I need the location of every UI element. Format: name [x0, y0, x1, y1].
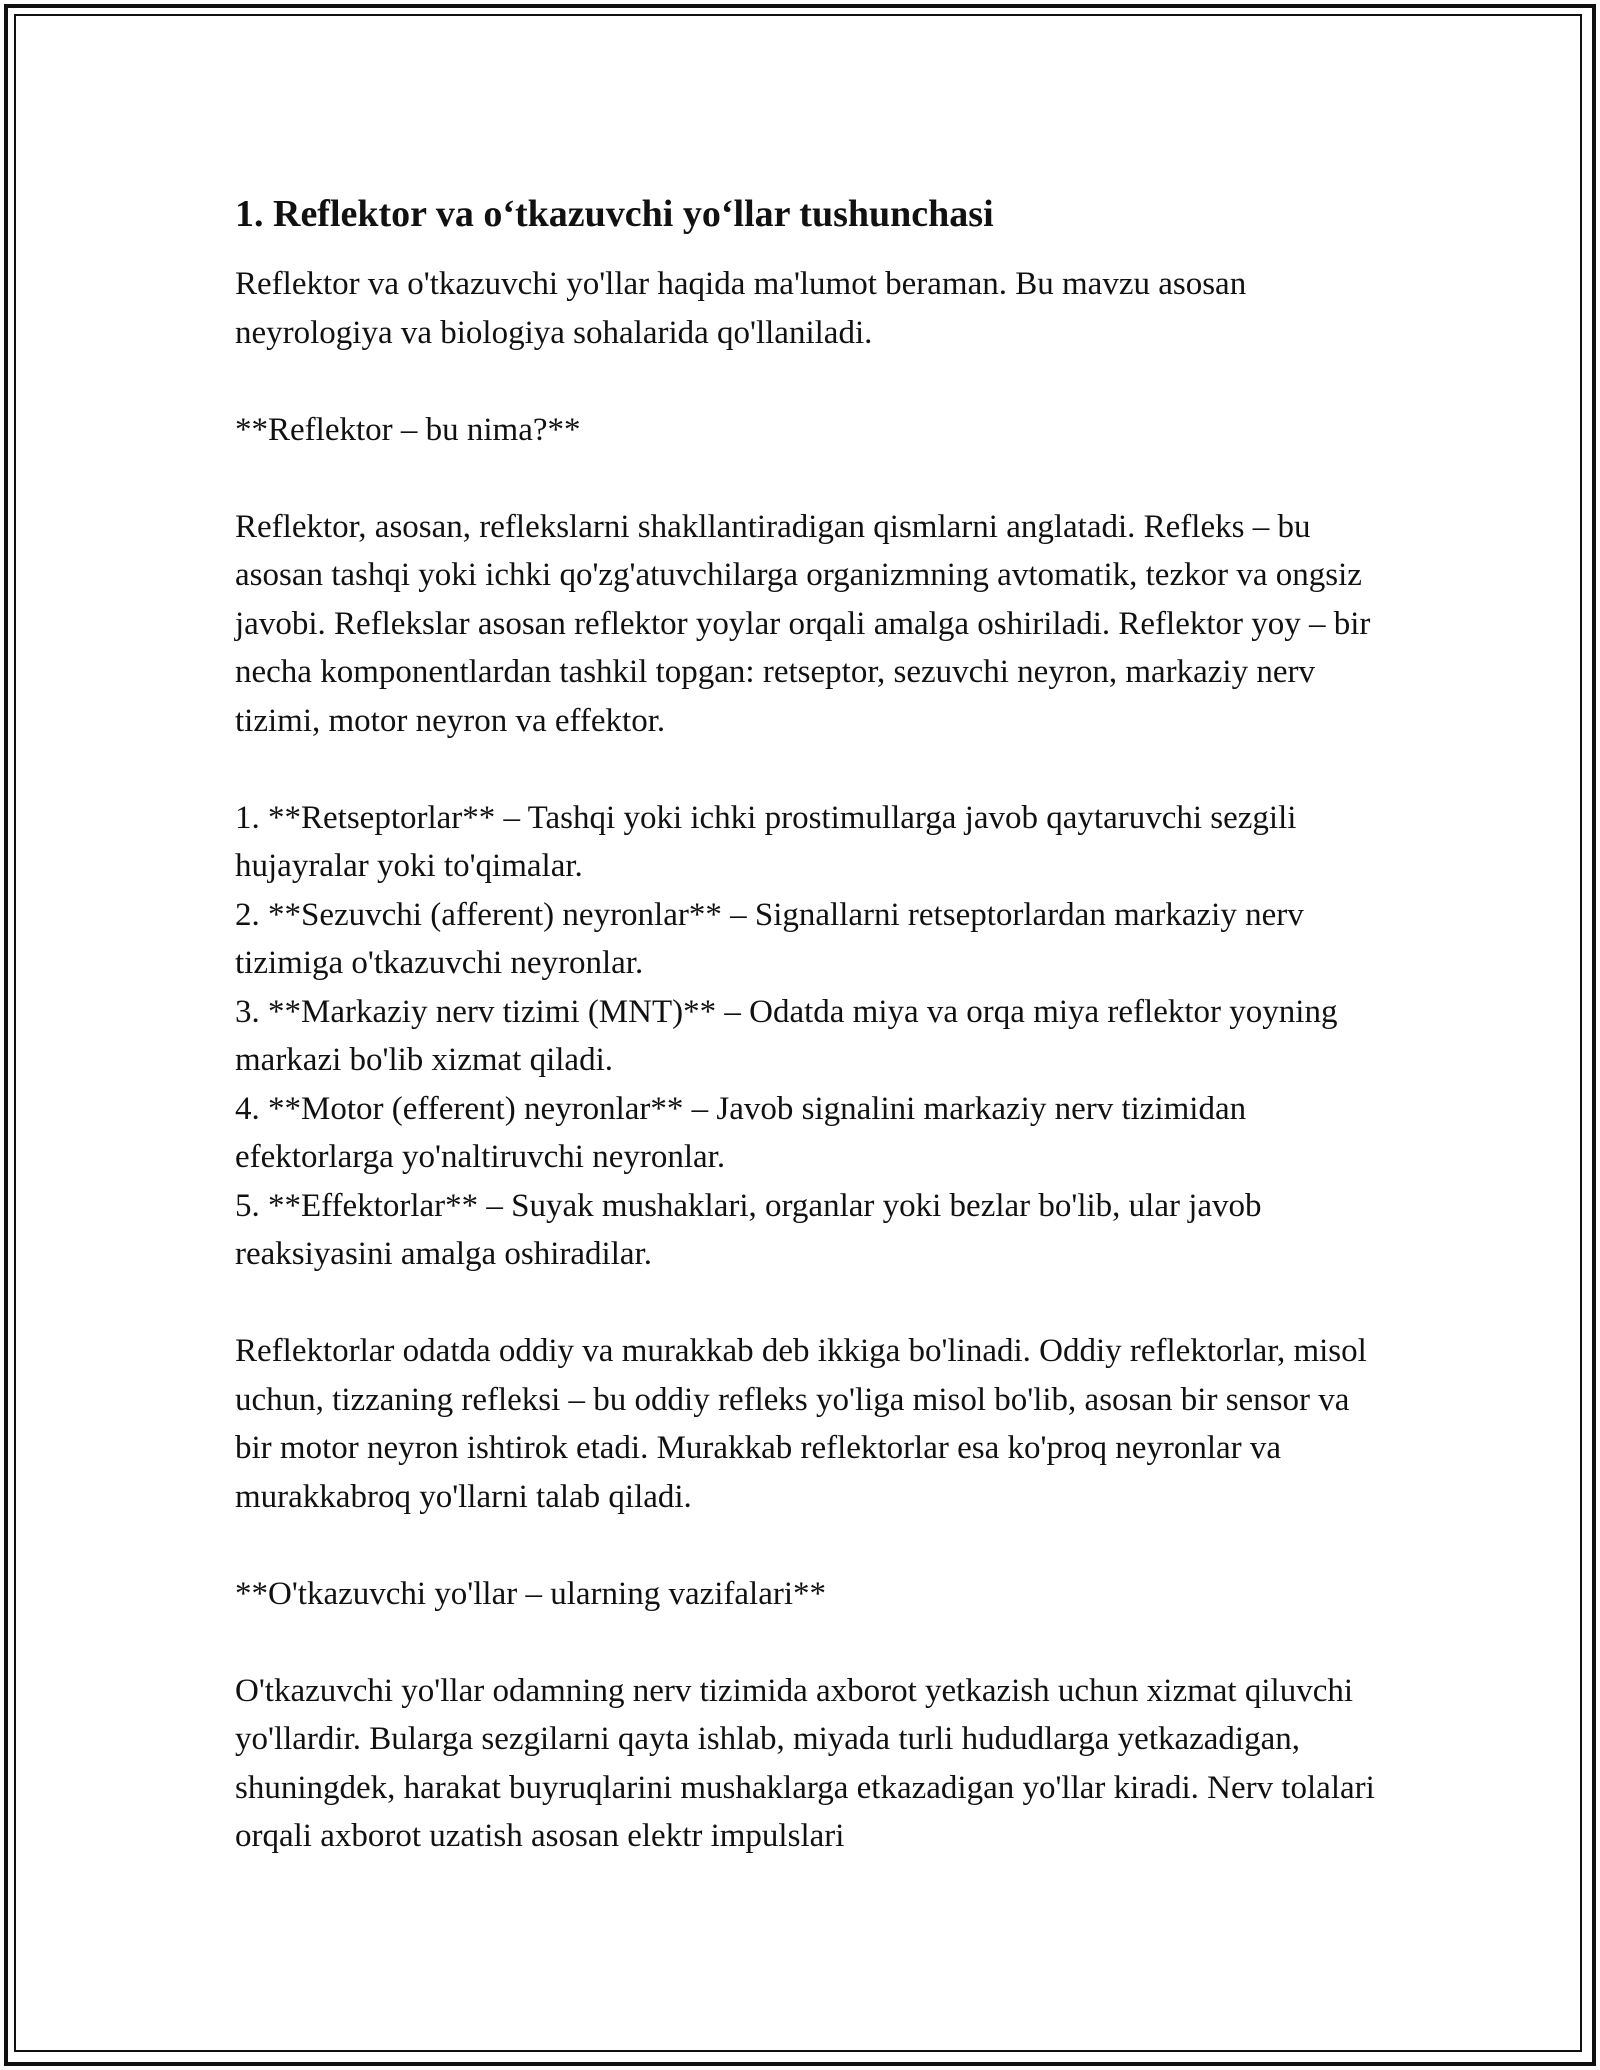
pathways-paragraph: O'tkazuvchi yo'llar odamning nerv tizimida axborot yetkazish uchun xizmat qiluvchi yo'llardir. Bularga sezgilarni qayta ishlab, miyada turli hududlarga yetkazadigan, shuningdek, harakat buyruqlarini mushaklarga etkazadigan yo'llar kiradi. Nerv tolalari orqali axborot uzatish asosan elektr impulslari — [235, 1672, 1375, 1854]
list-item: 1. **Retseptorlar** – Tashqi yoki ichki prostimullarga javob qaytaruvchi sezgili hujayralar yoki to'qimalar. — [235, 799, 1297, 884]
reflektor-heading: **Reflektor – bu nima?** — [235, 411, 581, 448]
page-title: 1. Reflektor va o‘tkazuvchi yo‘llar tushunchasi — [235, 193, 994, 235]
pathways-heading: **O'tkazuvchi yo'llar – ularning vazifalari** — [235, 1575, 827, 1612]
document-body — [235, 190, 1375, 1861]
intro-paragraph: Reflektor va o'tkazuvchi yo'llar haqida ma'lumot beraman. Bu mavzu asosan neyrologiya va biologiya sohalarida qo'llaniladi. — [235, 266, 1247, 351]
spacer — [235, 454, 1375, 503]
spacer — [235, 1279, 1375, 1328]
list-item: 4. **Motor (efferent) neyronlar** – Javob signalini markaziy nerv tizimidan efektorlarga yo'naltiruvchi neyronlar. — [235, 1090, 1247, 1175]
spacer — [235, 1618, 1375, 1667]
spacer — [235, 745, 1375, 794]
list-item: 3. **Markaziy nerv tizimi (MNT)** – Odatda miya va orqa miya reflektor yoyning markazi bo'lib xizmat qiladi. — [235, 993, 1338, 1078]
list-item: 5. **Effektorlar** – Suyak mushaklari, organlar yoki bezlar bo'lib, ular javob reaksiyasini amalga oshiradilar. — [235, 1187, 1262, 1272]
spacer — [235, 357, 1375, 406]
spacer — [235, 1521, 1375, 1570]
component-list — [235, 794, 1375, 1279]
types-paragraph: Reflektorlar odatda oddiy va murakkab deb ikkiga bo'linadi. Oddiy reflektorlar, misol uchun, tizzaning refleksi – bu oddiy refleks yo'liga misol bo'lib, asosan bir sensor va bir motor neyron ishtirok etadi. Murakkab reflektorlar esa ko'proq neyronlar va murakkabroq yo'llarni talab qiladi. — [235, 1333, 1367, 1515]
list-item: 2. **Sezuvchi (afferent) neyronlar** – Signallarni retseptorlardan markaziy nerv tizimiga o'tkazuvchi neyronlar. — [235, 896, 1304, 981]
reflektor-paragraph: Reflektor, asosan, reflekslarni shakllantiradigan qismlarni anglatadi. Refleks – bu asosan tashqi yoki ichki qo'zg'atuvchilarga organizmning avtomatik, tezkor va ongsiz javobi. Reflekslar asosan reflektor yoylar orqali amalga oshiriladi. Reflektor yoy – bir necha komponentlardan tashkil topgan: retseptor, sezuvchi neyron, markaziy nerv tizimi, motor neyron va effektor. — [235, 508, 1371, 739]
